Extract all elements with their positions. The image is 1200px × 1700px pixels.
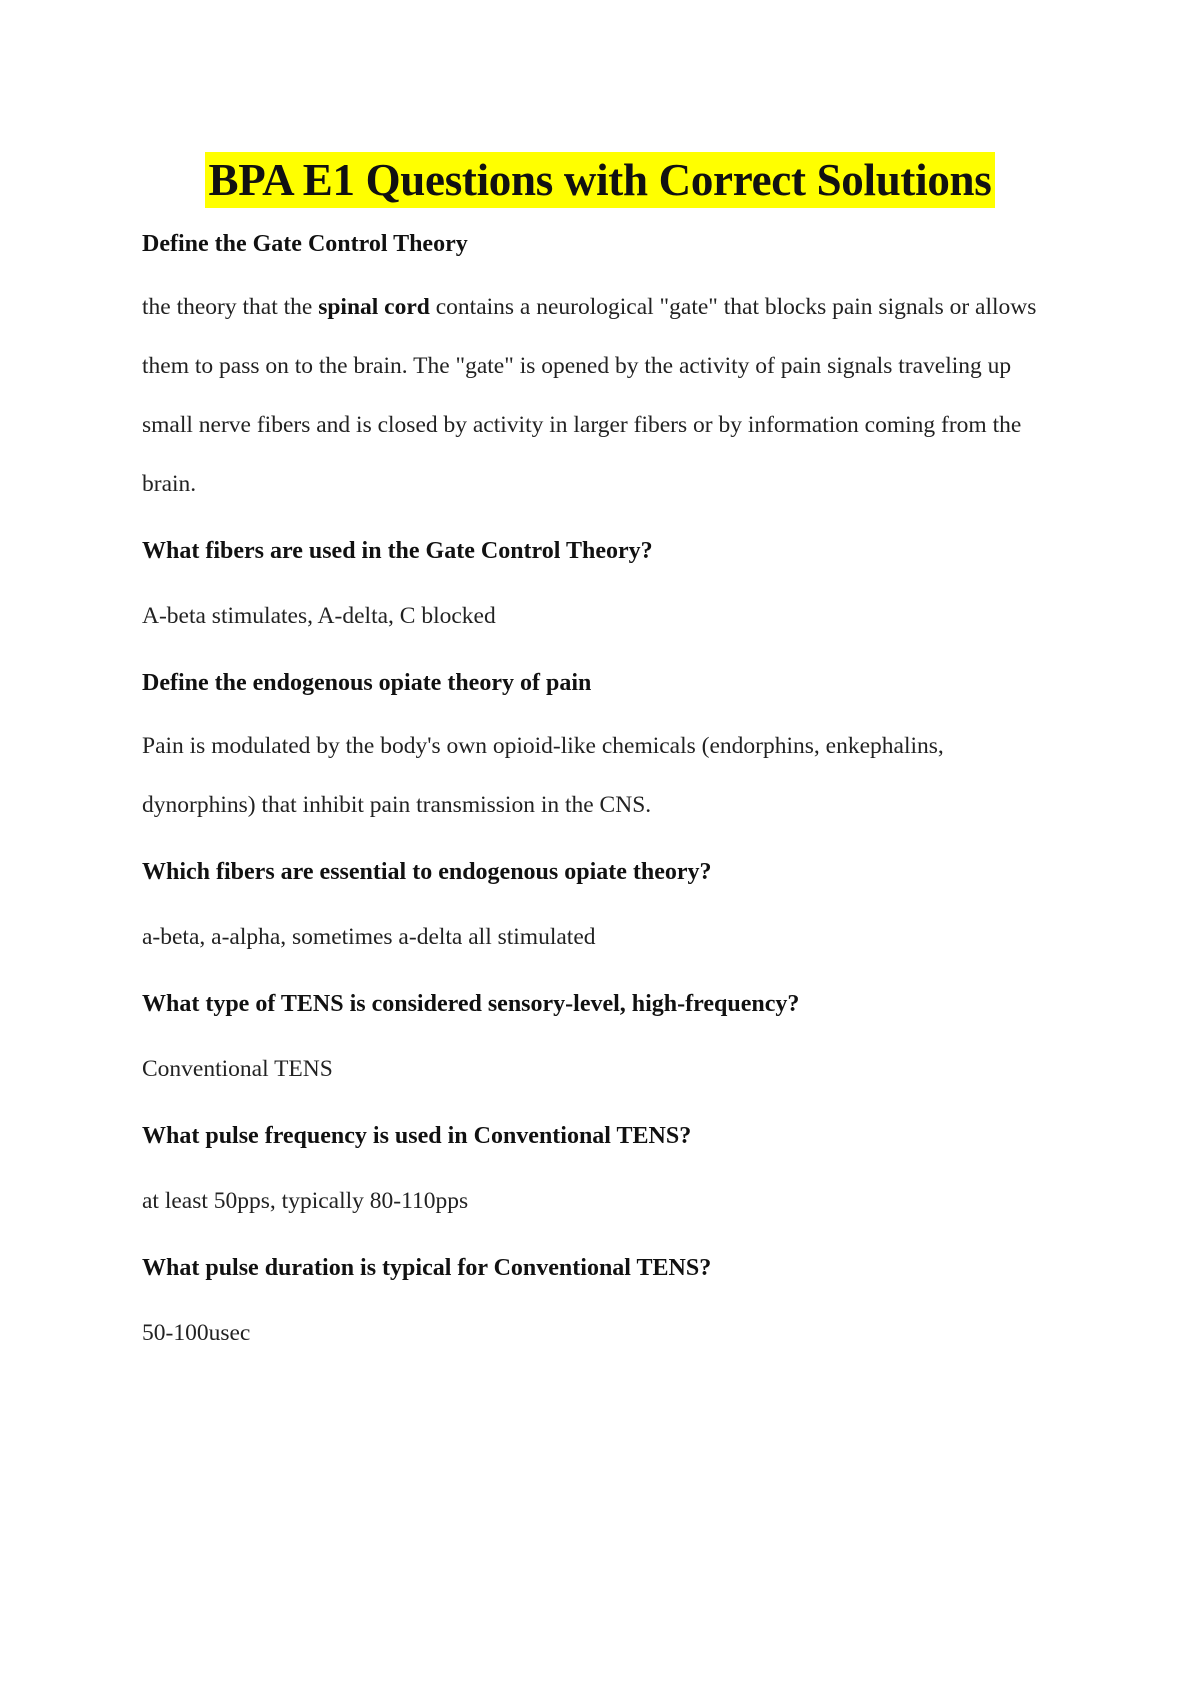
question-endogenous-opiate-definition: Define the endogenous opiate theory of pain [142, 670, 592, 696]
question-endogenous-opiate-fibers: Which fibers are essential to endogenous opiate theory? [142, 859, 712, 885]
answer-tens-frequency: at least 50pps, typically 80-110pps [142, 1188, 469, 1214]
question-tens-frequency: What pulse frequency is used in Conventional TENS? [142, 1123, 692, 1149]
answer-gate-control-definition [142, 278, 1062, 514]
answer-endogenous-opiate-fibers: a-beta, a-alpha, sometimes a-delta all stimulated [142, 924, 596, 950]
question-tens-duration: What pulse duration is typical for Conventional TENS? [142, 1255, 712, 1281]
qa-content [142, 224, 1062, 1380]
question-tens-type: What type of TENS is considered sensory-level, high-frequency? [142, 991, 800, 1017]
answer-gate-control-fibers: A-beta stimulates, A-delta, C blocked [142, 603, 496, 629]
question-gate-control-fibers: What fibers are used in the Gate Control Theory? [142, 538, 653, 564]
answer-tens-duration: 50-100usec [142, 1320, 251, 1346]
answer-text-post: contains a neurological "gate" that blocks pain signals or allows them to pass on to the brain. The "gate" is opened by the activity of pain signals traveling up small nerve fibers and is closed by activity in larger fibers or by information coming from the brain. [142, 294, 1037, 497]
answer-text-bold: spinal cord [318, 294, 430, 320]
answer-text-pre: the theory that the [142, 294, 319, 320]
question-gate-control-definition: Define the Gate Control Theory [142, 231, 468, 257]
answer-tens-type: Conventional TENS [142, 1056, 333, 1082]
answer-endogenous-opiate-definition: Pain is modulated by the body's own opioid-like chemicals (endorphins, enkephalins, dynorphins) that inhibit pain transmission in the CNS. [142, 733, 944, 818]
title-container [0, 152, 1200, 208]
document-title: BPA E1 Questions with Correct Solutions [205, 152, 996, 208]
